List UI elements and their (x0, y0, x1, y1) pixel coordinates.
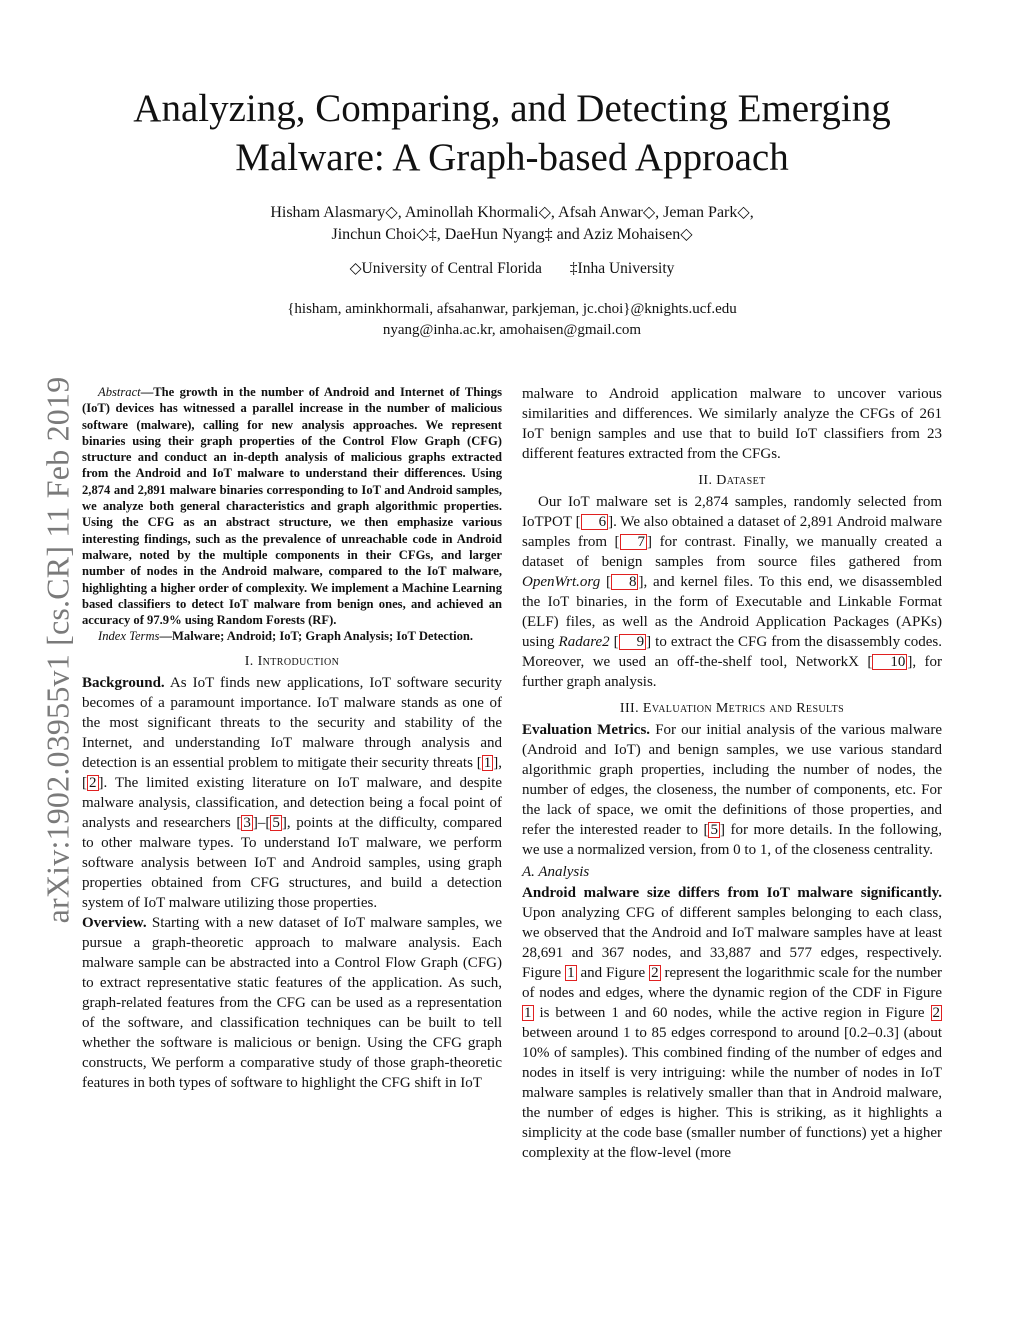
email-line-2: nyang@inha.ac.kr, amohaisen@gmail.com (382, 322, 642, 338)
background-label: Background. (82, 674, 165, 691)
dataset-paragraph: Our IoT malware set is 2,874 samples, randomly selected from IoTPOT [ 6 ]. We also obtained a dataset of 2,891 Android malware samples from [ 7 ] for contrast. Finally, we manually created a dataset of benign samples from source files gathered from OpenWrt.org [ 8 ], and kernel files. To this end, we disassembled the IoT binaries, in the form of Executable and Linkable Format (ELF) files, as well as the Android Application Packages (APKs) using Radare2 [ 9 ] to extract the CFG from the disassembly codes. Moreover, we used an off-the-shelf tool, NetworkX [ 10 ], for further graph analysis. (522, 494, 943, 690)
right-column (522, 384, 942, 1163)
author-list (80, 202, 944, 246)
section-heading-dataset: II. Dataset (698, 473, 766, 488)
analysis-paragraph: Android malware size differs from IoT malware significantly. Upon analyzing CFG of different samples belonging to each class, we observed that the Android and IoT malware samples have at least 28,691 and 367 nodes, and 33,887 and 577 edges, respectively. Figure 1 and Figure 2 represent the logarithmic scale for the number of nodes and edges, where the dynamic region of the CDF in Figure 1 is between 1 and 60 nodes, while the active region in Figure 2 between around 1 to 85 edges correspond to around [0.2–0.3] (about 10% of samples). This combined finding of the number of edges and nodes in itself is very intriguing: while the number of nodes in IoT malware samples is relatively smaller than that in Android malware, the number of edges is higher. This is striking, as it highlights a simplicity at the code base (smaller number of functions) yet a higher complexity at the flow-level (more (522, 885, 942, 1161)
citation-link[interactable]: 9 (619, 634, 647, 650)
figure-link[interactable]: 2 (651, 965, 659, 981)
citation-link[interactable]: 5 (272, 814, 280, 831)
overview-label: Overview. (82, 914, 147, 931)
figure-link[interactable]: 2 (932, 1005, 940, 1021)
overview-continued: malware to Android application malware to uncover various similarities and differences. We similarly analyze the CFGs of 261 IoT benign samples and use that to build IoT classifiers from 23 different features extracted from the CFGs. (522, 386, 942, 462)
authors-line-1: Hisham Alasmary◇, Aminollah Khormali◇, Afsah Anwar◇, Jeman Park◇, (270, 204, 754, 221)
analysis-finding-label: Android malware size differs from IoT malware significantly. (522, 885, 942, 901)
citation-link[interactable]: 8 (611, 574, 639, 590)
citation-link[interactable]: 10 (872, 654, 907, 670)
email-line-1: {hisham, aminkhormali, afsahanwar, parkjeman, jc.choi}@knights.ucf.edu (287, 301, 737, 317)
left-column (82, 384, 502, 1093)
figure-link[interactable]: 1 (567, 965, 575, 981)
index-terms-label: Index Terms (98, 629, 160, 644)
citation-link[interactable]: 5 (710, 822, 718, 838)
affiliations (80, 259, 944, 279)
citation-link[interactable]: 1 (483, 754, 492, 771)
subsection-heading-analysis: A. Analysis (522, 864, 590, 880)
citation-link[interactable]: 7 (620, 534, 648, 550)
index-terms-text: —Malware; Android; IoT; Graph Analysis; IoT Detection. (159, 629, 474, 644)
abstract-label: Abstract (98, 385, 141, 399)
citation-link[interactable]: 2 (89, 774, 97, 791)
arxiv-identifier: arXiv:1902.03955v1 [cs.CR] 11 Feb 2019 (39, 376, 76, 924)
overview-paragraph: Overview. Starting with a new dataset of IoT malware samples, we pursue a graph-theoretic approach to malware analysis. Each malware sample can be abstracted into a Control Flow Graph (CFG) to extract representative static features of the application. As such, graph-related features from the CFG can be used as a representation of the software, and classification techniques can be built to tell whether the software is malicious or benign. Using the CFG graph constructs, We perform a comparative study of those graph-theoretic features in both types of software to highlight the CFG shift in IoT (82, 914, 502, 1091)
evaluation-metrics-paragraph: Evaluation Metrics. For our initial analysis of the various malware (Android and IoT) and benign samples, we use various standard algorithmic graph properties, including the number of nodes, the number of edges, the closeness, the number of components, etc. For the lack of space, we omit the definitions of those properties, and refer the interested reader to [ 5 ] for more details. In the following, we use a normalized version, from 0 to 1, of the closeness centrality. (522, 722, 942, 858)
section-heading-evaluation: III. Evaluation Metrics and Results (619, 701, 845, 716)
citation-link[interactable]: 3 (243, 814, 251, 831)
index-terms (82, 628, 502, 644)
radare-name: Radare2 (558, 634, 610, 650)
openwrt-name: OpenWrt.org (522, 574, 601, 590)
affiliation-inha: ‡Inha University (569, 260, 675, 277)
affiliation-ucf: ◇University of Central Florida (349, 260, 542, 277)
figure-link[interactable]: 1 (524, 1005, 532, 1021)
paper-title: Analyzing, Comparing, and Detecting Emerging Malware: A Graph-based Approach (133, 87, 891, 179)
author-emails (80, 299, 944, 341)
section-heading-introduction: I. Introduction (244, 653, 340, 669)
authors-line-2: Jinchun Choi◇‡, DaeHun Nyang‡ and Aziz Mohaisen◇ (331, 226, 693, 243)
abstract-text: —The growth in the number of Android and Internet of Things (IoT) devices has witnessed a parallel increase in the number of malicious software (malware), calling for new analysis approaches. We represent binaries using their graph properties of the Control Flow Graph (CFG) structure and conduct an in-depth analysis of malicious graphs extracted from the Android and IoT malware to understand their differences. Using 2,874 and 2,891 malware binaries corresponding to IoT and Android samples, we analyze both general characteristics and graph algorithmic properties. Using the CFG as an abstract structure, we then emphasize various interesting findings, such as the prevalence of unreachable code in Android malware, noted by the multiple components in their CFGs, and larger number of nodes in the Android malware, compared to the IoT malware, highlighting a higher order of complexity. We implement a Machine Learning based classifiers to detect IoT malware from benign ones, and achieved an accuracy of 97.9% using Random Forests (RF). (82, 385, 502, 628)
evaluation-metrics-label: Evaluation Metrics. (522, 722, 651, 738)
citation-link[interactable]: 6 (581, 514, 609, 530)
background-paragraph: Background. As IoT finds new applications, IoT software security becomes of a paramount importance. IoT malware stands as one of the most significant threats to the security and stability of the Internet, and understanding IoT malware through analysis and detection is an essential problem to mitigate their security threats [ 1 ], [ 2 ]. The limited existing literature on IoT malware, and despite malware analysis, classification, and detection being a focal point of analysts and researchers [ 3 ]–[ 5 ], points at the difficulty, compared to other malware types. To understand IoT malware, we perform software analysis between IoT and Android samples, using graph properties obtained from CFG structures, and build a detection system of IoT malware utilizing those properties. (82, 674, 503, 911)
abstract (82, 384, 502, 628)
